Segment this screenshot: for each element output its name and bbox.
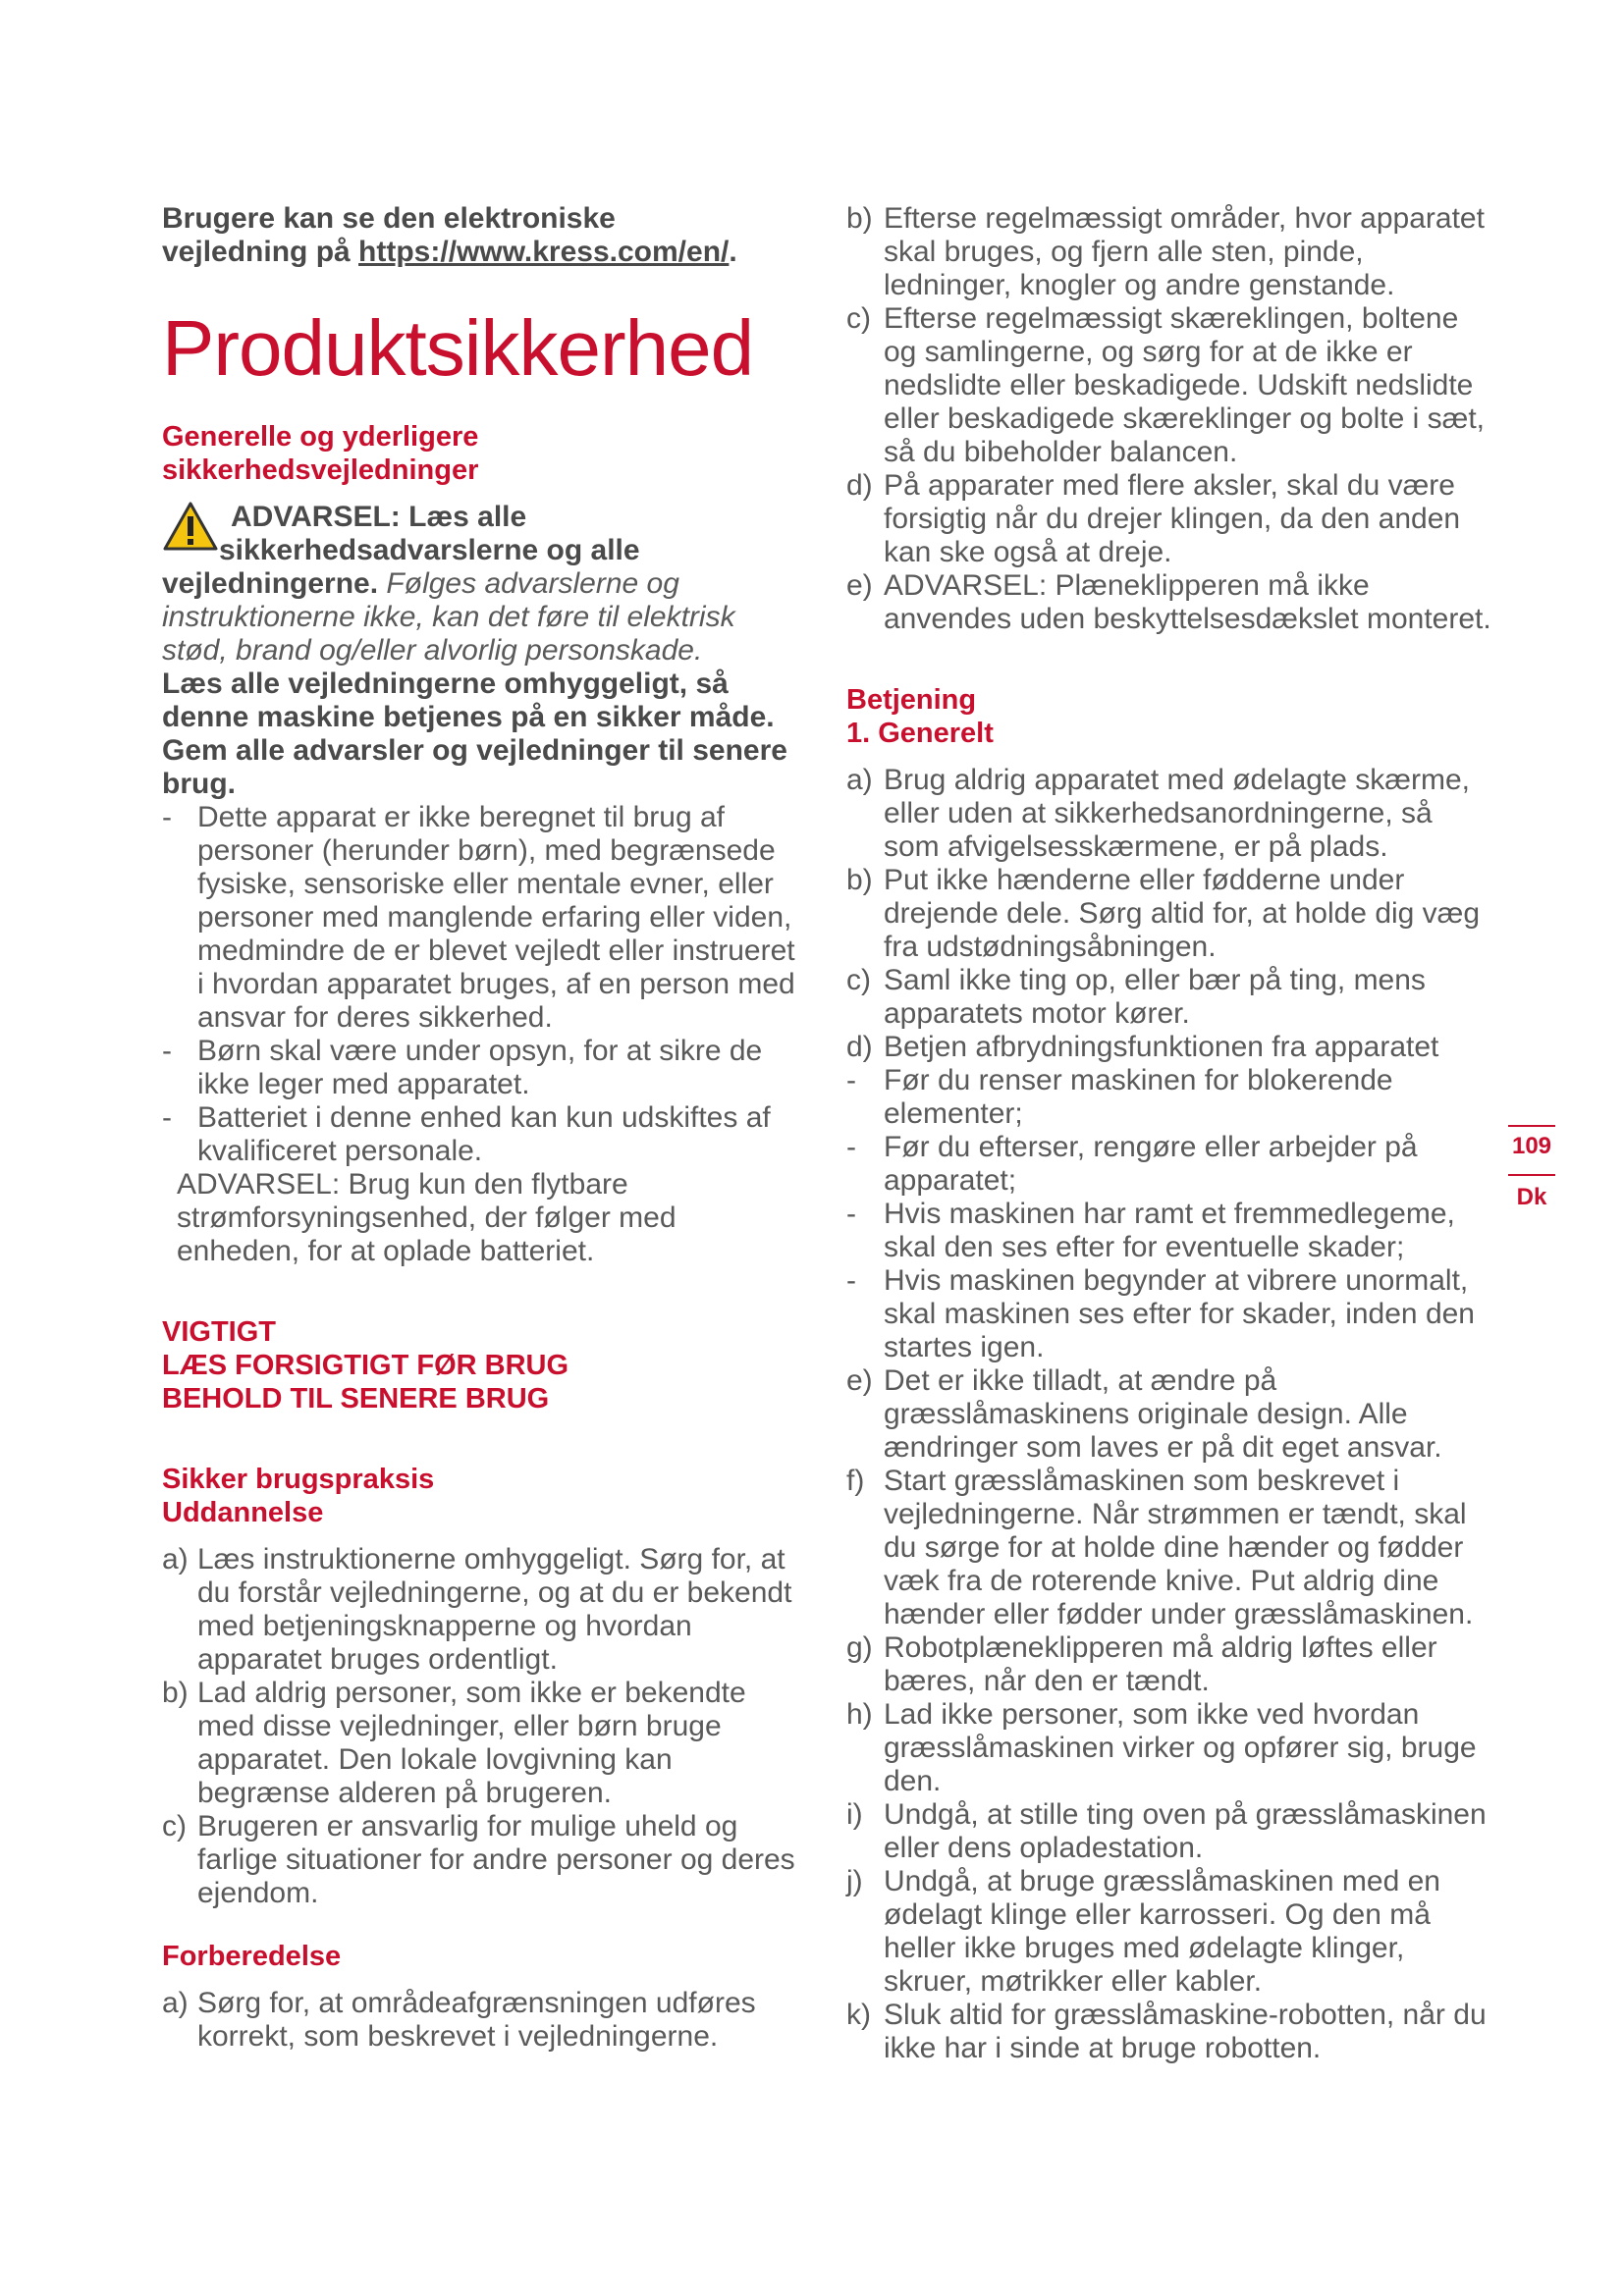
list-item [162, 1677, 800, 1810]
important-line-2: LÆS FORSIGTIGT FØR BRUG [162, 1350, 569, 1381]
list-marker: a) [846, 764, 873, 796]
list-text: Børn skal være under opsyn, for at sikre de ikke leger med apparatet. [197, 1035, 763, 1100]
list-marker: - [846, 1131, 856, 1163]
list-item [846, 1865, 1494, 1999]
list-marker: c) [846, 964, 871, 996]
list-item [846, 964, 1494, 1031]
list-item [846, 864, 1494, 964]
language-code: Dk [1516, 1184, 1547, 1210]
list-text: Brugeren er ansvarlig for mulige uheld og farlige situationer for andre personer og deres ejendom. [197, 1810, 795, 1909]
list-marker: - [846, 1198, 856, 1230]
list-text: ADVARSEL: Plæneklipperen må ikke anvendes uden beskyttelsesdækslet monteret. [884, 569, 1491, 635]
list-item [162, 801, 800, 1035]
list-item [162, 1987, 800, 2054]
list-text: Lad ikke personer, som ikke ved hvordan græsslåmaskinen virker og opfører sig, bruge den. [884, 1698, 1477, 1797]
list-item [846, 1031, 1494, 1064]
list-item [846, 202, 1494, 302]
intro-line-1: Brugere kan se den elektroniske [162, 202, 616, 235]
list-marker: d) [846, 1031, 873, 1063]
list-text: Læs instruktionerne omhyggeligt. Sørg for, at du forstår vejledningerne, og at du er bekendt med betjeningsknapperne og hvordan apparatet bruges ordentligt. [197, 1543, 792, 1676]
list-item [846, 1798, 1494, 1865]
list-marker: d) [846, 469, 873, 502]
list-text: Brug aldrig apparatet med ødelagte skærme, eller uden at sikkerhedsanordningerne, så som afvigelsesskærmene, er på plads. [884, 764, 1470, 863]
list-text: Robotplæneklipperen må aldrig løftes eller bæres, når den er tændt. [884, 1631, 1437, 1697]
list-text: Hvis maskinen begynder at vibrere unormalt, skal maskinen ses efter for skader, inden den startes igen. [884, 1264, 1475, 1363]
list-text: Undgå, at bruge græsslåmaskinen med en ødelagt klinge eller karrosseri. Og den må heller ikke bruges med ødelagte klinger, skruer, møtrikker eller kabler. [884, 1865, 1440, 1998]
list-text: Hvis maskinen har ramt et fremmedlegeme, skal den ses efter for eventuelle skader; [884, 1198, 1455, 1263]
list-text: Før du efterser, rengøre eller arbejder på apparatet; [884, 1131, 1418, 1197]
list-text: Lad aldrig personer, som ikke er bekendte med disse vejledninger, eller børn bruge apparatet. Den lokale lovgivning kan begrænse alderen på brugeren. [197, 1677, 746, 1809]
warning-bold: vejledningerne. [162, 567, 379, 600]
left-column [162, 202, 800, 2054]
page-number-rule-bottom [1508, 1174, 1555, 1176]
list-marker: f) [846, 1465, 865, 1497]
list-item [846, 1465, 1494, 1631]
list-text: Sluk altid for græsslåmaskine-robotten, når du ikke har i sinde at bruge robotten. [884, 1999, 1487, 2064]
list-marker: a) [162, 1543, 189, 1575]
list-text: Dette apparat er ikke beregnet til brug af personer (herunder børn), med begrænsede fysiske, sensoriske eller mentale evner, eller personer med manglende erfaring eller viden, medmindre de er blevet vejledt eller instrueret i hvordan apparatet bruges, af en person med ansvar for deres sikkerhed. [197, 801, 795, 1034]
list-item [846, 764, 1494, 864]
list-text: Saml ikke ting op, eller bær på ting, mens apparatets motor kører. [884, 964, 1426, 1030]
list-marker: h) [846, 1698, 873, 1731]
list-text: Betjen afbrydningsfunktionen fra apparatet [884, 1031, 1439, 1063]
list-marker: i) [846, 1798, 863, 1831]
warning-line-1: ADVARSEL: Læs alle [231, 501, 527, 533]
list-item [846, 1198, 1494, 1264]
list-marker: j) [846, 1865, 863, 1897]
list-marker: c) [846, 302, 871, 335]
general-heading: Generelle og yderligere sikkerhedsvejledninger [162, 421, 479, 486]
warning-line-2: sikkerhedsadvarslerne og alle [219, 534, 640, 566]
list-item [162, 1035, 800, 1101]
list-item [846, 302, 1494, 469]
education-heading: Uddannelse [162, 1497, 324, 1528]
list-text: På apparater med flere aksler, skal du være forsigtig når du drejer klingen, da den anden kan ske også at dreje. [884, 469, 1461, 568]
list-item [846, 1999, 1494, 2065]
list-item [162, 1101, 800, 1168]
intro-suffix: . [729, 236, 737, 268]
list-item [846, 1264, 1494, 1364]
list-marker: g) [846, 1631, 873, 1664]
list-marker: - [846, 1264, 856, 1297]
list-item [162, 1810, 800, 1910]
list-marker: - [846, 1064, 856, 1096]
important-line-3: BEHOLD TIL SENERE BRUG [162, 1383, 550, 1415]
list-text: Undgå, at stille ting oven på græsslåmaskinen eller dens opladestation. [884, 1798, 1487, 1864]
advarsel-note: ADVARSEL: Brug kun den flytbare strømforsyningsenhed, der følger med enheden, for at oplade batteriet. [177, 1168, 677, 1267]
list-text: Før du renser maskinen for blokerende elementer; [884, 1064, 1393, 1130]
list-item [846, 1631, 1494, 1698]
intro-prefix: vejledning på [162, 236, 359, 268]
list-text: Batteriet i denne enhed kan kun udskiftes af kvalificeret personale. [197, 1101, 771, 1167]
warning-italic: Følges advarslerne og instruktionerne ikke, kan det føre til elektrisk stød, brand og/eller alvorlig personskade. [162, 567, 735, 667]
list-item [846, 1698, 1494, 1798]
list-item [846, 1364, 1494, 1465]
warning-triangle-icon [162, 501, 219, 552]
keep-all-instruction: Gem alle advarsler og vejledninger til senere brug. [162, 734, 787, 800]
list-text: Start græsslåmaskinen som beskrevet i vejledningerne. Når strømmen er tændt, skal du sørge for at holde dine hænder og fødder væk fra de roterende knive. Put aldrig dine hænder eller fødder under græsslåmaskinen. [884, 1465, 1474, 1630]
warning-line-3 [162, 567, 800, 667]
list-text: Efterse regelmæssigt skæreklingen, boltene og samlingerne, og sørg for at de ikke er nedslidte eller beskadigede. Udskift nedslidte eller beskadigede skæreklinger og bolte i sæt, så du bibeholder balancen. [884, 302, 1485, 468]
right-column [846, 202, 1494, 2065]
list-item [846, 1131, 1494, 1198]
list-marker: e) [846, 569, 873, 602]
intro-line-2 [162, 236, 800, 269]
list-marker: b) [846, 202, 873, 235]
page-number: 109 [1511, 1133, 1552, 1159]
list-text: Sørg for, at områdeafgrænsningen udføres korrekt, som beskrevet i vejledningerne. [197, 1987, 756, 2053]
safe-practice-heading: Sikker brugspraksis [162, 1464, 435, 1495]
list-text: Put ikke hænderne eller fødderne under drejende dele. Sørg altid for, at holde dig væg fra udstødningsåbningen. [884, 864, 1481, 963]
general-subheading: 1. Generelt [846, 718, 994, 749]
list-text: Det er ikke tilladt, at ændre på græsslåmaskinens originale design. Alle ændringer som laves er på dit eget ansvar. [884, 1364, 1442, 1464]
list-item [846, 1064, 1494, 1131]
list-marker: a) [162, 1987, 189, 2019]
warning-block [162, 501, 800, 667]
list-marker: - [162, 1035, 172, 1067]
list-text: Efterse regelmæssigt områder, hvor apparatet skal bruges, og fjern alle sten, pinde, ledninger, knogler og andre genstande. [884, 202, 1485, 301]
manual-link[interactable]: https://www.kress.com/en/ [358, 236, 730, 268]
page-number-rule-top [1508, 1125, 1555, 1127]
list-marker: c) [162, 1810, 187, 1842]
operation-heading: Betjening [846, 684, 977, 716]
list-marker: - [162, 801, 172, 833]
list-marker: k) [846, 1999, 871, 2031]
list-marker: - [162, 1101, 172, 1134]
page-title: Produktsikkerhed [162, 304, 754, 392]
list-marker: e) [846, 1364, 873, 1397]
preparation-heading: Forberedelse [162, 1941, 342, 1972]
list-item [162, 1543, 800, 1677]
list-marker: b) [162, 1677, 189, 1709]
list-marker: b) [846, 864, 873, 896]
important-line-1: VIGTIGT [162, 1316, 276, 1348]
list-item [846, 469, 1494, 569]
list-item [846, 569, 1494, 636]
read-all-instruction: Læs alle vejledningerne omhyggeligt, så denne maskine betjenes på en sikker måde. [162, 667, 775, 733]
